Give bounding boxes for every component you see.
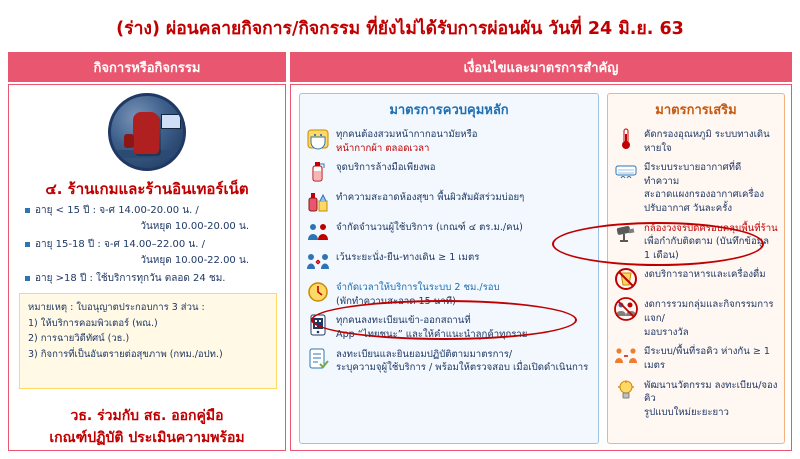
measure-line-1: งดบริการอาหารและเครื่องดื่ม [644, 269, 766, 281]
thermometer-icon [613, 126, 639, 152]
business-title: ๔. ร้านเกมและร้านอินเทอร์เน็ต [45, 180, 249, 198]
list-item [300, 344, 598, 377]
main-measures-title: มาตรการควบคุมหลัก [389, 103, 509, 118]
internet-cafe-photo [108, 93, 186, 171]
bullet-square-icon [25, 276, 30, 281]
left-panel [8, 84, 286, 451]
list-item [300, 157, 598, 187]
list-item [608, 218, 784, 265]
header-left: กิจการหรือกิจกรรม [8, 52, 286, 82]
note-heading: หมายเหตุ : ใบอนุญาตประกอบการ 3 ส่วน : [28, 302, 205, 313]
footer-line-2: เกณฑ์ปฏิบัติ ประเมินความพร้อม [49, 430, 245, 447]
measure-line-2: ระบุความจุผู้ใช้บริการ / พร้อมให้ตรวจสอบ เมื่อเปิดดำเนินการ [336, 362, 589, 374]
bullet-square-icon [25, 242, 30, 247]
measure-line-1: คัดกรองอุณหภูมิ ระบบทางเดินหายใจ [644, 129, 770, 154]
list-item [21, 203, 275, 234]
bullet-square-icon [25, 208, 30, 213]
list-item [300, 277, 598, 310]
no-drink-icon [613, 266, 639, 292]
qrcode-icon [305, 312, 331, 338]
page-title: (ร่าง) ผ่อนคลายกิจการ/กิจกรรม ที่ยังไม่ได้รับการผ่อนผัน วันที่ 24 มิ.ย. 63 [116, 19, 684, 39]
registration-icon [305, 346, 331, 372]
measure-line-1: ทุกคนลงทะเบียนเข้า-ออกสถานที่ [336, 315, 471, 327]
list-item [300, 247, 598, 277]
age-rule-main: อายุ >18 ปี : ใช้บริการทุกวัน ตลอด 24 ชม. [35, 273, 226, 284]
spacing-icon [613, 343, 639, 369]
measure-line-2: สะอาดแผงกรองอากาศเครื่องปรับอากาศ วันละครั้ง [644, 189, 765, 215]
measure-line-1: จุดบริการล้างมือเพียงพอ [336, 162, 436, 174]
distance-icon [305, 249, 331, 275]
measure-line-1: ลงทะเบียนและยินยอมปฏิบัติตามมาตรการ/ [336, 348, 513, 360]
clock-icon [305, 279, 331, 305]
main-measures-column [299, 93, 599, 444]
list-item [608, 294, 784, 341]
measure-line-2: หน้ากากผ้า ตลอดเวลา [336, 142, 430, 154]
age-rules-list [21, 203, 275, 290]
measure-line-1: งดการรวมกลุ่มและกิจกรรมการแจก/ [644, 299, 774, 325]
list-item [300, 310, 598, 343]
list-item [300, 187, 598, 217]
ventilation-icon [613, 159, 639, 185]
footer-line-1: วธ. ร่วมกับ สธ. ออกคู่มือ [70, 408, 224, 424]
age-rule-sub: วันหยุด 10.00-20.00 น. [140, 220, 249, 232]
note-box [19, 293, 277, 389]
measure-line-1: พัฒนานวัตกรรม ลงทะเบียน/จองคิว [644, 379, 778, 405]
measure-line-1: กล้องวงจรปิดครอบคลุมพื้นที่ร้าน [644, 222, 778, 234]
list-item [21, 271, 275, 287]
age-rule-sub: วันหยุด 10.00-22.00 น. [140, 254, 249, 266]
measure-line-1: จำกัดเวลาให้บริการในระบบ 2 ชม./รอบ [336, 282, 500, 294]
list-item [300, 124, 598, 157]
handwash-icon [305, 159, 331, 185]
list-item [300, 217, 598, 247]
note-line: 1) ให้บริการคอมพิวเตอร์ (พณ.) [28, 317, 158, 329]
no-crowd-icon [613, 296, 639, 322]
mask-icon [305, 126, 331, 152]
note-line: 2) การฉายวิดีทัศน์ (วธ.) [28, 333, 130, 345]
list-item [608, 341, 784, 374]
age-rule-main: อายุ < 15 ปี : จ-ศ 14.00-20.00 น. / [35, 205, 199, 216]
list-item [608, 264, 784, 294]
measure-line-2: มอบรางวัล [644, 326, 689, 338]
measure-line-2: (พักทำความสะอาด 15 นาที) [336, 295, 456, 307]
measure-line-2: App “ไทยชนะ” และให้คำแนะนำลูกค้าทุกราย [336, 329, 528, 341]
list-item [608, 375, 784, 422]
right-panel [290, 84, 792, 451]
header-right: เงื่อนไขและมาตรการสำคัญ [290, 52, 792, 82]
extra-measures-title: มาตรการเสริม [655, 103, 737, 118]
list-item [608, 157, 784, 217]
age-rule-main: อายุ 15-18 ปี : จ-ศ 14.00–22.00 น. / [35, 239, 205, 250]
measure-line-2: รูปแบบใหม่ยะยะยาว [644, 406, 729, 418]
measure-line-1: ทำความสะอาดห้องสุขา พื้นผิวสัมผัสร่วมบ่อยๆ [336, 192, 525, 204]
measure-line-1: มีระบบ/พื้นที่รอคิว ห่างกัน ≥ 1 เมตร [644, 346, 771, 371]
note-line: 3) กิจการที่เป็นอันตรายต่อสุขภาพ (กทม./อปท.) [28, 349, 223, 361]
measure-line-1: มีระบบระบายอากาศที่ดี ทำความ [644, 162, 742, 187]
measure-line-1: ทุกคนต้องสวมหน้ากากอนามัยหรือ [336, 129, 478, 140]
innovation-icon [613, 377, 639, 403]
cctv-icon [613, 220, 639, 246]
measure-line-1: จำกัดจำนวนผู้ใช้บริการ (เกณฑ์ ๔ ตร.ม./คน) [336, 222, 523, 234]
people-limit-icon [305, 219, 331, 245]
list-item [21, 237, 275, 268]
measure-line-1: เว้นระยะนั่ง-ยืน-ทางเดิน ≥ 1 เมตร [336, 252, 480, 264]
cleaning-icon [305, 189, 331, 215]
measure-line-2: เพื่อกำกับติดตาม (บันทึกข้อมูล 1 เดือน) [644, 236, 769, 261]
list-item [608, 124, 784, 157]
footer-note [9, 405, 285, 450]
extra-measures-column [607, 93, 785, 444]
